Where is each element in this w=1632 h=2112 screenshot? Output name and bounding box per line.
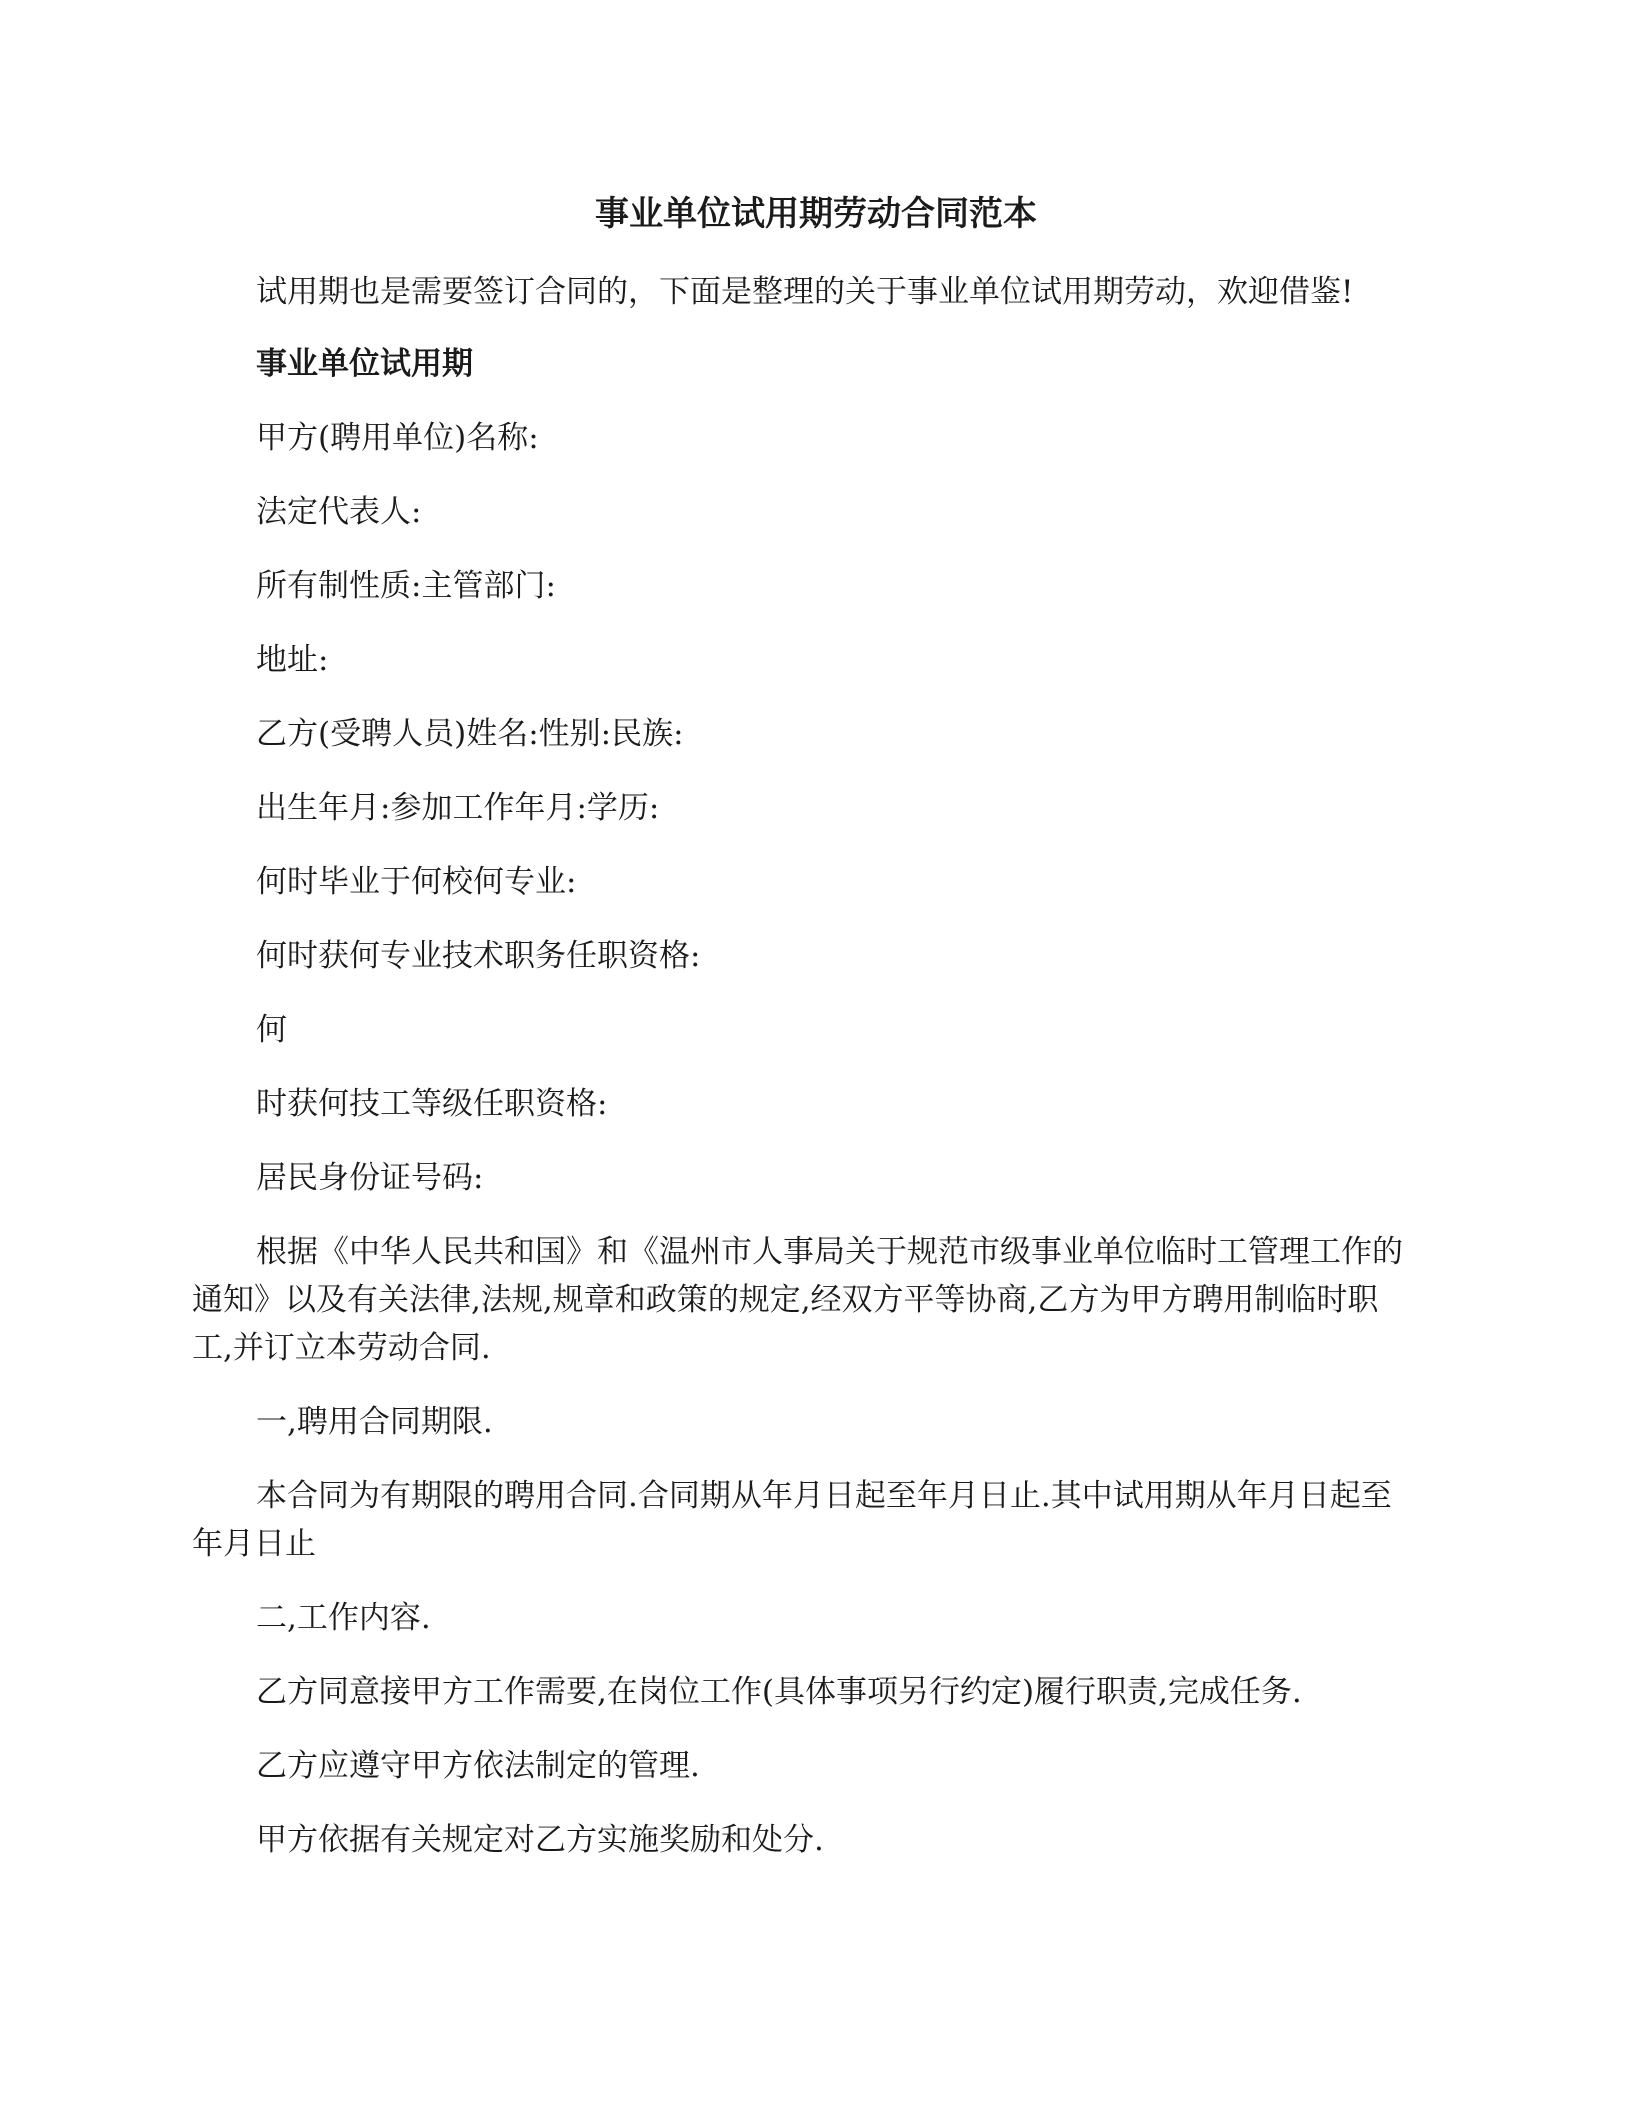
field-id-number: 居民身份证号码: bbox=[256, 1160, 484, 1196]
intro-paragraph: 试用期也是需要签订合同的，下面是整理的关于事业单位试用期劳动，欢迎借鉴! bbox=[256, 274, 1354, 310]
field-graduation: 何时毕业于何校何专业: bbox=[256, 864, 577, 900]
document-title: 事业单位试用期劳动合同范本 bbox=[595, 194, 1037, 234]
field-birth-work-edu: 出生年月:参加工作年月:学历: bbox=[256, 790, 660, 826]
clause1-line-1: 本合同为有期限的聘用合同.合同期从年月日起至年月日止.其中试用期从年月日起至 bbox=[256, 1478, 1392, 1514]
field-party-b-name: 乙方(受聘人员)姓名:性别:民族: bbox=[256, 716, 684, 752]
section-heading: 事业单位试用期 bbox=[256, 346, 473, 382]
clause1-heading: 一,聘用合同期限. bbox=[256, 1404, 493, 1440]
clause2-paragraph-3: 甲方依据有关规定对乙方实施奖励和处分. bbox=[256, 1822, 824, 1858]
field-legal-rep: 法定代表人: bbox=[256, 494, 422, 530]
basis-line-2: 通知》以及有关法律,法规,规章和政策的规定,经双方平等协商,乙方为甲方聘用制临时职 bbox=[192, 1282, 1379, 1318]
basis-line-3: 工,并订立本劳动合同. bbox=[192, 1330, 491, 1366]
clause2-paragraph-2: 乙方应遵守甲方依法制定的管理. bbox=[256, 1748, 700, 1784]
field-he: 何 bbox=[256, 1012, 287, 1048]
clause2-heading: 二,工作内容. bbox=[256, 1600, 431, 1636]
field-address: 地址: bbox=[256, 642, 329, 678]
clause2-paragraph-1: 乙方同意接甲方工作需要,在岗位工作(具体事项另行约定)履行职责,完成任务. bbox=[256, 1674, 1302, 1710]
field-skill-qualification: 时获何技工等级任职资格: bbox=[256, 1086, 608, 1122]
clause1-line-2: 年月日止 bbox=[192, 1526, 316, 1562]
field-party-a-name: 甲方(聘用单位)名称: bbox=[256, 420, 539, 456]
field-ownership-dept: 所有制性质:主管部门: bbox=[256, 568, 556, 604]
field-tech-qualification: 何时获何专业技术职务任职资格: bbox=[256, 938, 701, 974]
basis-line-1: 根据《中华人民共和国》和《温州市人事局关于规范市级事业单位临时工管理工作的 bbox=[256, 1234, 1403, 1270]
